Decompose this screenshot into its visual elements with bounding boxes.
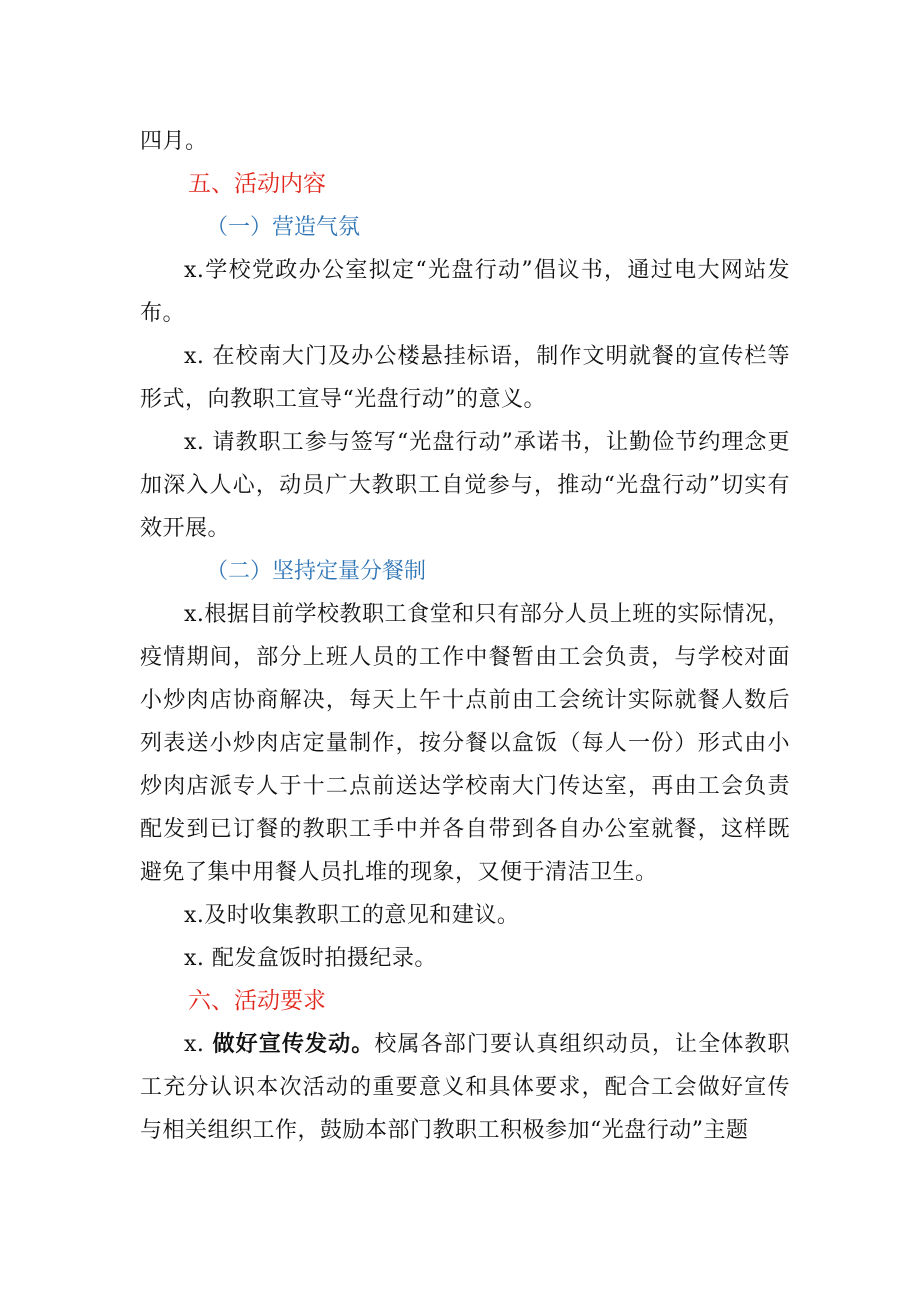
subheading-atmosphere: （一）营造气氛 (206, 215, 361, 240)
paragraph-3: x. 请教职工参与签写“光盘行动”承诺书，让勤俭节约理念更加深入人心，动员广大教职工自觉参与，推动“光盘行动”切实有效开展。 (140, 430, 790, 541)
paragraph-1: x.学校党政办公室拟定“光盘行动”倡议书，通过电大网站发布。 (140, 258, 790, 326)
paragraph-7-prefix: x. (184, 1032, 213, 1057)
paragraph-5: x.及时收集教职工的意见和建议。 (184, 903, 520, 928)
paragraph-7-rest: 校属各部门要认真组织动员，让全体教职工充分认识本次活动的重要意义和具体要求，配合工会做好宣传与相关组织工作，鼓励本部门教职工积极参加“光盘行动”主题 (140, 1032, 790, 1143)
paragraph-7 (140, 1023, 790, 1152)
subheading-meal-portion: （二）坚持定量分餐制 (206, 559, 427, 584)
paragraph-2: x. 在校南大门及办公楼悬挂标语，制作文明就餐的宣传栏等形式，向教职工宣导“光盘行动”的意义。 (140, 344, 790, 412)
heading-activity-requirements: 六、活动要求 (188, 988, 326, 1014)
heading-activity-content: 五、活动内容 (188, 171, 326, 197)
paragraph-april: 四月。 (140, 129, 208, 154)
paragraph-4: x.根据目前学校教职工食堂和只有部分人员上班的实际情况，疫情期间，部分上班人员的工作中餐暂由工会负责，与学校对面小炒肉店协商解决，每天上午十点前由工会统计实际就餐人数后列表送小炒肉店定量制作，按分餐以盒饭（每人一份）形式由小炒肉店派专人于十二点前送达学校南大门传达室，再由工会负责配发到已订餐的教职工手中并各自带到各自办公室就餐，这样既避免了集中用餐人员扎堆的现象，又便于清洁卫生。 (140, 602, 790, 885)
paragraph-7-bold: 做好宣传发动。 (212, 1031, 375, 1057)
body-text (140, 120, 790, 1152)
paragraph-6: x. 配发盒饭时拍摄纪录。 (184, 946, 437, 971)
